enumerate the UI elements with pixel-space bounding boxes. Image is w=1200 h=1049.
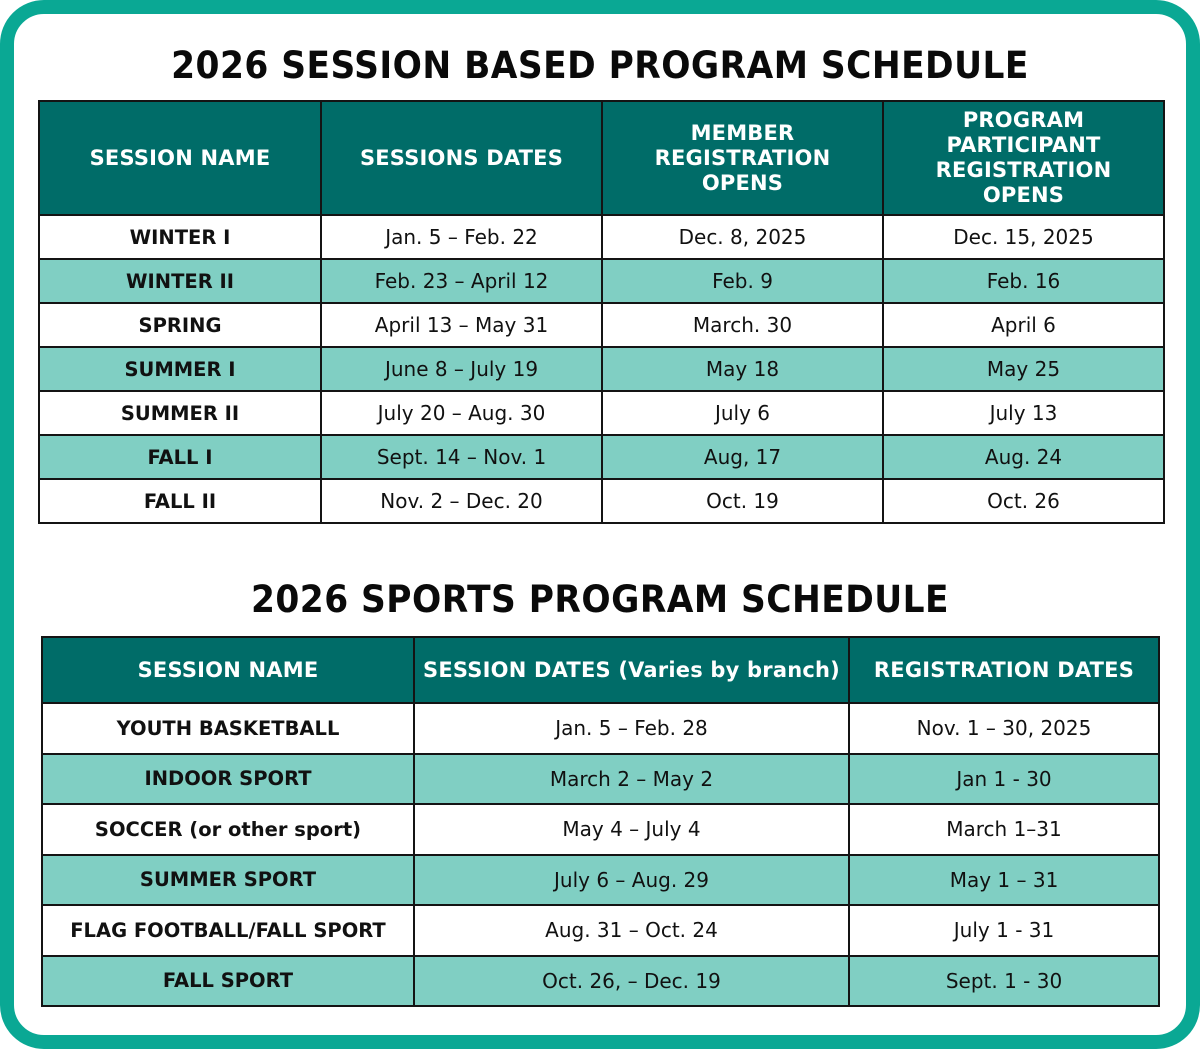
member-opens-cell: Feb. 9	[602, 259, 883, 303]
member-opens-cell: Oct. 19	[602, 479, 883, 523]
session-dates-cell: Jan. 5 – Feb. 22	[321, 215, 602, 259]
session-dates-cell: July 20 – Aug. 30	[321, 391, 602, 435]
table-row	[39, 435, 1164, 479]
session-name-cell: SUMMER I	[39, 347, 321, 391]
table-row	[42, 905, 1159, 956]
table-row	[39, 259, 1164, 303]
sport-dates-cell: Oct. 26, – Dec. 19	[414, 956, 849, 1007]
participant-opens-cell: April 6	[883, 303, 1164, 347]
sport-name-cell: FLAG FOOTBALL/FALL SPORT	[42, 905, 414, 956]
column-header-session-dates: SESSIONS DATES	[321, 101, 602, 215]
sport-name-cell: INDOOR SPORT	[42, 754, 414, 805]
session-schedule-title: 2026 SESSION BASED PROGRAM SCHEDULE	[171, 44, 1029, 87]
member-opens-cell: Dec. 8, 2025	[602, 215, 883, 259]
table-row	[39, 303, 1164, 347]
sport-dates-cell: March 2 – May 2	[414, 754, 849, 805]
participant-opens-cell: May 25	[883, 347, 1164, 391]
table-row	[39, 479, 1164, 523]
table-row	[42, 855, 1159, 906]
table-row	[42, 956, 1159, 1007]
column-header-session-dates: SESSION DATES (Varies by branch)	[414, 637, 849, 703]
sport-dates-cell: May 4 – July 4	[414, 804, 849, 855]
registration-dates-cell: Nov. 1 – 30, 2025	[849, 703, 1159, 754]
sport-dates-cell: July 6 – Aug. 29	[414, 855, 849, 906]
table-row	[42, 703, 1159, 754]
registration-dates-cell: March 1–31	[849, 804, 1159, 855]
column-header-session-name: SESSION NAME	[42, 637, 414, 703]
member-opens-cell: March. 30	[602, 303, 883, 347]
sports-schedule-table	[41, 636, 1160, 1007]
participant-opens-cell: July 13	[883, 391, 1164, 435]
session-name-cell: WINTER II	[39, 259, 321, 303]
participant-opens-cell: Oct. 26	[883, 479, 1164, 523]
table-row	[39, 391, 1164, 435]
registration-dates-cell: Sept. 1 - 30	[849, 956, 1159, 1007]
member-opens-cell: May 18	[602, 347, 883, 391]
table-header-row	[39, 101, 1164, 215]
column-header-session-name: SESSION NAME	[39, 101, 321, 215]
table-row	[39, 347, 1164, 391]
registration-dates-cell: July 1 - 31	[849, 905, 1159, 956]
member-opens-cell: July 6	[602, 391, 883, 435]
member-opens-cell: Aug, 17	[602, 435, 883, 479]
session-dates-cell: Nov. 2 – Dec. 20	[321, 479, 602, 523]
session-name-cell: FALL I	[39, 435, 321, 479]
sport-name-cell: YOUTH BASKETBALL	[42, 703, 414, 754]
registration-dates-cell: Jan 1 - 30	[849, 754, 1159, 805]
participant-opens-cell: Dec. 15, 2025	[883, 215, 1164, 259]
table-row	[42, 804, 1159, 855]
table-row	[42, 754, 1159, 805]
sport-name-cell: SOCCER (or other sport)	[42, 804, 414, 855]
session-dates-cell: Sept. 14 – Nov. 1	[321, 435, 602, 479]
sports-schedule-title: 2026 SPORTS PROGRAM SCHEDULE	[250, 578, 950, 621]
registration-dates-cell: May 1 – 31	[849, 855, 1159, 906]
session-name-cell: SPRING	[39, 303, 321, 347]
session-schedule-table	[38, 100, 1165, 524]
session-name-cell: FALL II	[39, 479, 321, 523]
session-name-cell: SUMMER II	[39, 391, 321, 435]
participant-opens-cell: Feb. 16	[883, 259, 1164, 303]
table-row	[39, 215, 1164, 259]
session-dates-cell: Feb. 23 – April 12	[321, 259, 602, 303]
participant-opens-cell: Aug. 24	[883, 435, 1164, 479]
column-header-registration-dates: REGISTRATION DATES	[849, 637, 1159, 703]
session-name-cell: WINTER I	[39, 215, 321, 259]
session-dates-cell: June 8 – July 19	[321, 347, 602, 391]
session-dates-cell: April 13 – May 31	[321, 303, 602, 347]
sport-name-cell: SUMMER SPORT	[42, 855, 414, 906]
table-header-row	[42, 637, 1159, 703]
sport-dates-cell: Aug. 31 – Oct. 24	[414, 905, 849, 956]
sport-name-cell: FALL SPORT	[42, 956, 414, 1007]
sport-dates-cell: Jan. 5 – Feb. 28	[414, 703, 849, 754]
column-header-member-registration-opens: MEMBER REGISTRATION OPENS	[602, 101, 883, 215]
column-header-participant-registration-opens: PROGRAM PARTICIPANT REGISTRATION OPENS	[883, 101, 1164, 215]
